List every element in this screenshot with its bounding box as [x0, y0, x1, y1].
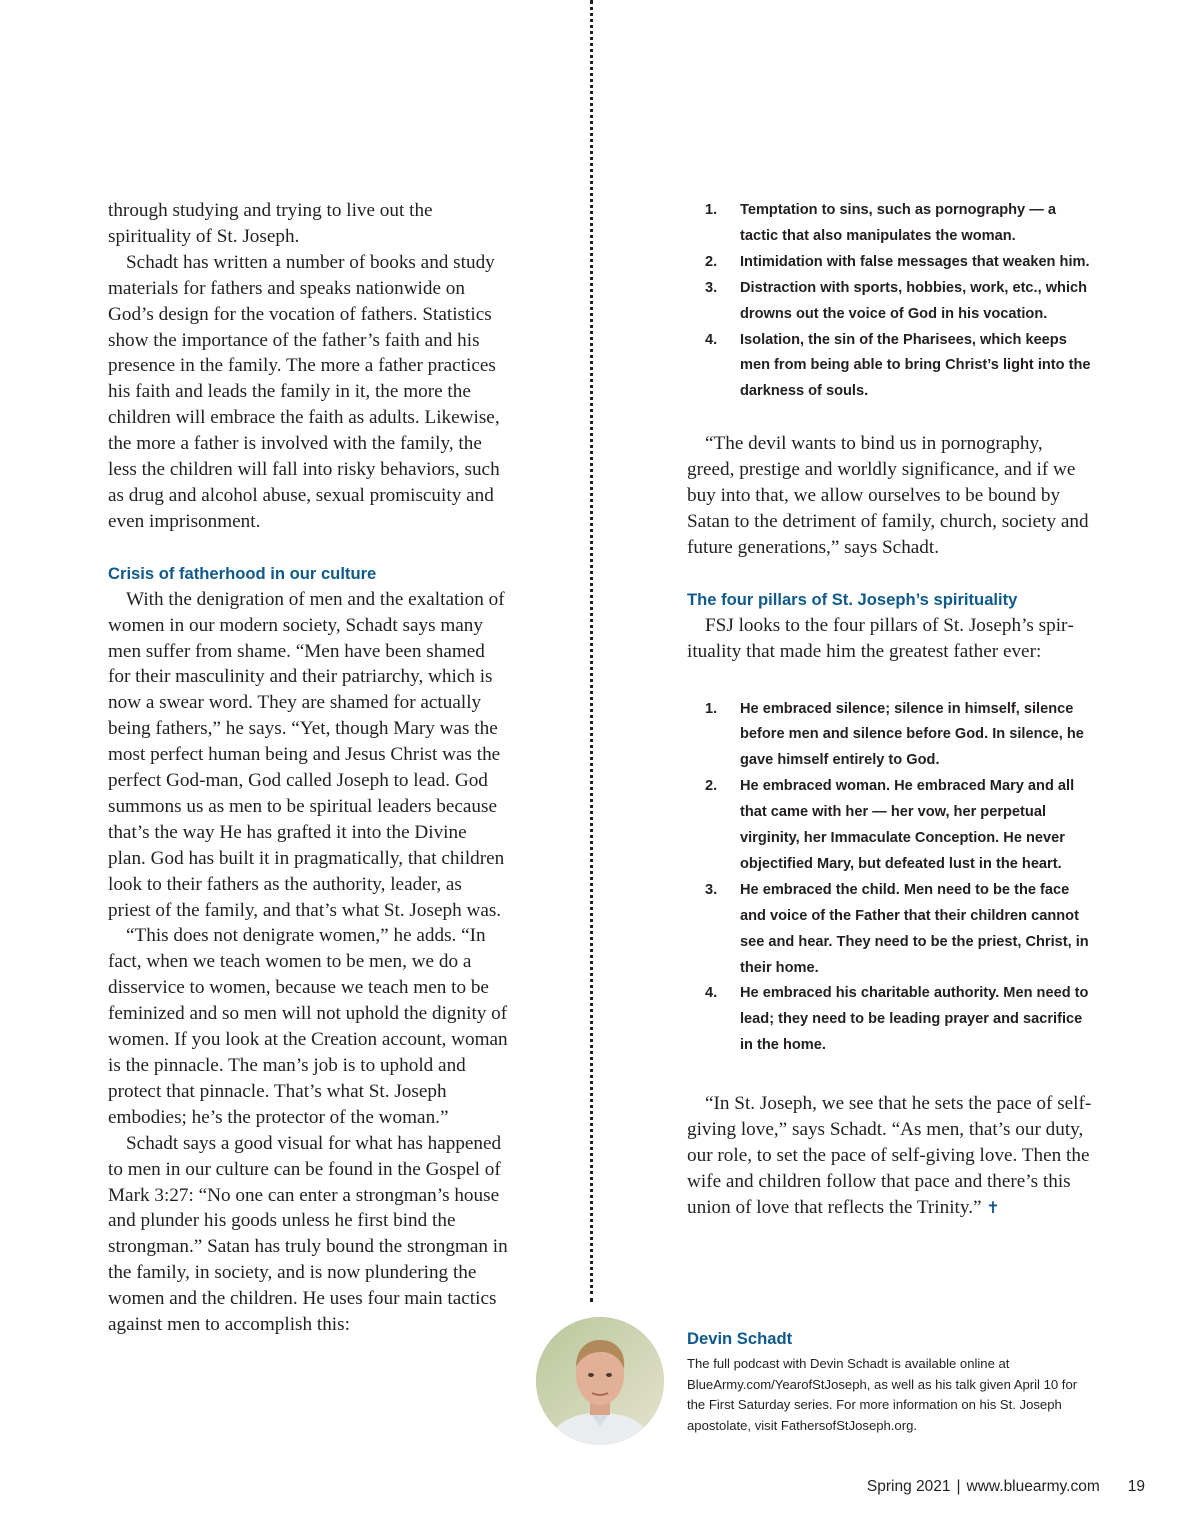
list-item: 2. He embraced woman. He embraced Mary and all that came with her — her vow, her perpetual virginity, her Immaculate Conception. He never objectified Mary, but defeated lust in the heart.: [705, 778, 1075, 872]
website-link[interactable]: www.bluearmy.com: [966, 1478, 1100, 1495]
paragraph: “In St. Joseph, we see that he sets the pace of self-giving love,” says Schadt. “As men, that’s our duty, our role, to set the pace of self-giving love. Then the wife and children follow that pace and there’s this union of love that reflects the Trinity.” ✝: [687, 1093, 1092, 1218]
cross-icon: ✝: [986, 1197, 1000, 1217]
section-heading: The four pillars of St. Joseph’s spirituality: [687, 589, 1018, 609]
page-footer: [867, 1478, 1145, 1496]
issue-label: Spring 2021: [866, 1478, 951, 1495]
footer-separator: |: [956, 1478, 961, 1495]
paragraph: Schadt says a good visual for what has happened to men in our culture can be found in the Gospel of Mark 3:27: “No one can enter a strongman’s house and plunder his goods unless he first bind the strongman.” Satan has truly bound the strongman in the family, in society, and is now plundering the women and the children. He uses four main tactics against men to accomplish this:: [108, 1132, 508, 1336]
list-item: 4. Isolation, the sin of the Pharisees, which keeps men from being able to bring Christ’s light into the darkness of souls.: [705, 331, 1091, 400]
list-item: 2. Intimidation with false messages that weaken him.: [705, 253, 1090, 270]
pillars-list: [687, 697, 1092, 1060]
portrait-icon: [536, 1317, 664, 1445]
paragraph: “The devil wants to bind us in pornography, greed, prestige and worldly significance, and if we buy into that, we allow ourselves to be bound by Satan to the detriment of family, church, society and future generations,” says Schadt.: [687, 433, 1089, 558]
paragraph: Schadt has written a number of books and study materials for fathers and speaks nationwide on God’s design for the vocation of fathers. Statistics show the importance of the father’s faith and his presence in the family. The more a father practices his faith and leads the family in it, the more the children will embrace the faith as adults. Likewise, the more a father is involved with the family, the less the children will fall into risky behaviors, such as drug and alcohol abuse, sexual promiscuity and even imprisonment.: [108, 251, 500, 532]
paragraph: through studying and trying to live out the spirituality of St. Joseph.: [108, 200, 433, 247]
page-number: 19: [1127, 1478, 1145, 1495]
column-divider: [590, 0, 593, 1302]
list-item: 4. He embraced his charitable authority. Men need to lead; they need to be leading prayer and sacrifice in the home.: [705, 985, 1089, 1054]
paragraph: FSJ looks to the four pillars of St. Joseph’s spirituality that made him the greatest father ever:: [687, 614, 1074, 662]
paragraph: With the denigration of men and the exaltation of women in our modern society, Schadt says many men suffer from shame. “Men have been shamed for their masculinity and their patriarchy, which is now a swear word. They are shamed for actually being fathers,” he says. “Yet, though Mary was the most perfect human being and Jesus Christ was the perfect God-man, God called Joseph to lead. God summons us as men to be spiritual leaders because that’s the way He has grafted it into the Divine plan. God has built it in pragmatically, that children look to their fathers as the authority, leader, as priest of the family, and that’s what St. Joseph was.: [108, 588, 505, 921]
list-item: 3. He embraced the child. Men need to be the face and voice of the Father that their children cannot see and hear. They need to be the priest, Christ, in their home.: [705, 881, 1089, 976]
bio-text: The full podcast with Devin Schadt is available online at BlueArmy.com/YearofStJoseph, as well as his talk given April 10 for the First Saturday series. For more information on his St. Joseph apostolate, visit FathersofStJoseph.org.: [687, 1356, 1078, 1433]
section-heading: Crisis of fatherhood in our culture: [108, 563, 377, 583]
list-item: 3. Distraction with sports, hobbies, work, etc., which drowns out the voice of God in his vocation.: [705, 279, 1088, 322]
list-item: 1. He embraced silence; silence in himself, silence before men and silence before God. In silence, he gave himself entirely to God.: [705, 700, 1084, 769]
author-bio: [687, 1328, 1097, 1436]
paragraph: “This does not denigrate women,” he adds. “In fact, when we teach women to be men, we do a disservice to women, because we teach men to be feminized and so men will not uphold the dignity of women. If you look at the Creation account, woman is the pinnacle. The man’s job is to uphold and protect that pinnacle. That’s what St. Joseph embodies; he’s the protector of the woman.”: [108, 925, 508, 1128]
right-column: [687, 198, 1092, 1221]
author-name: Devin Schadt: [687, 1329, 793, 1348]
tactics-list: [687, 198, 1092, 405]
list-item: 1. Temptation to sins, such as pornography — a tactic that also manipulates the woman.: [705, 202, 1056, 244]
left-column: [108, 198, 508, 1338]
author-photo: [536, 1317, 664, 1445]
